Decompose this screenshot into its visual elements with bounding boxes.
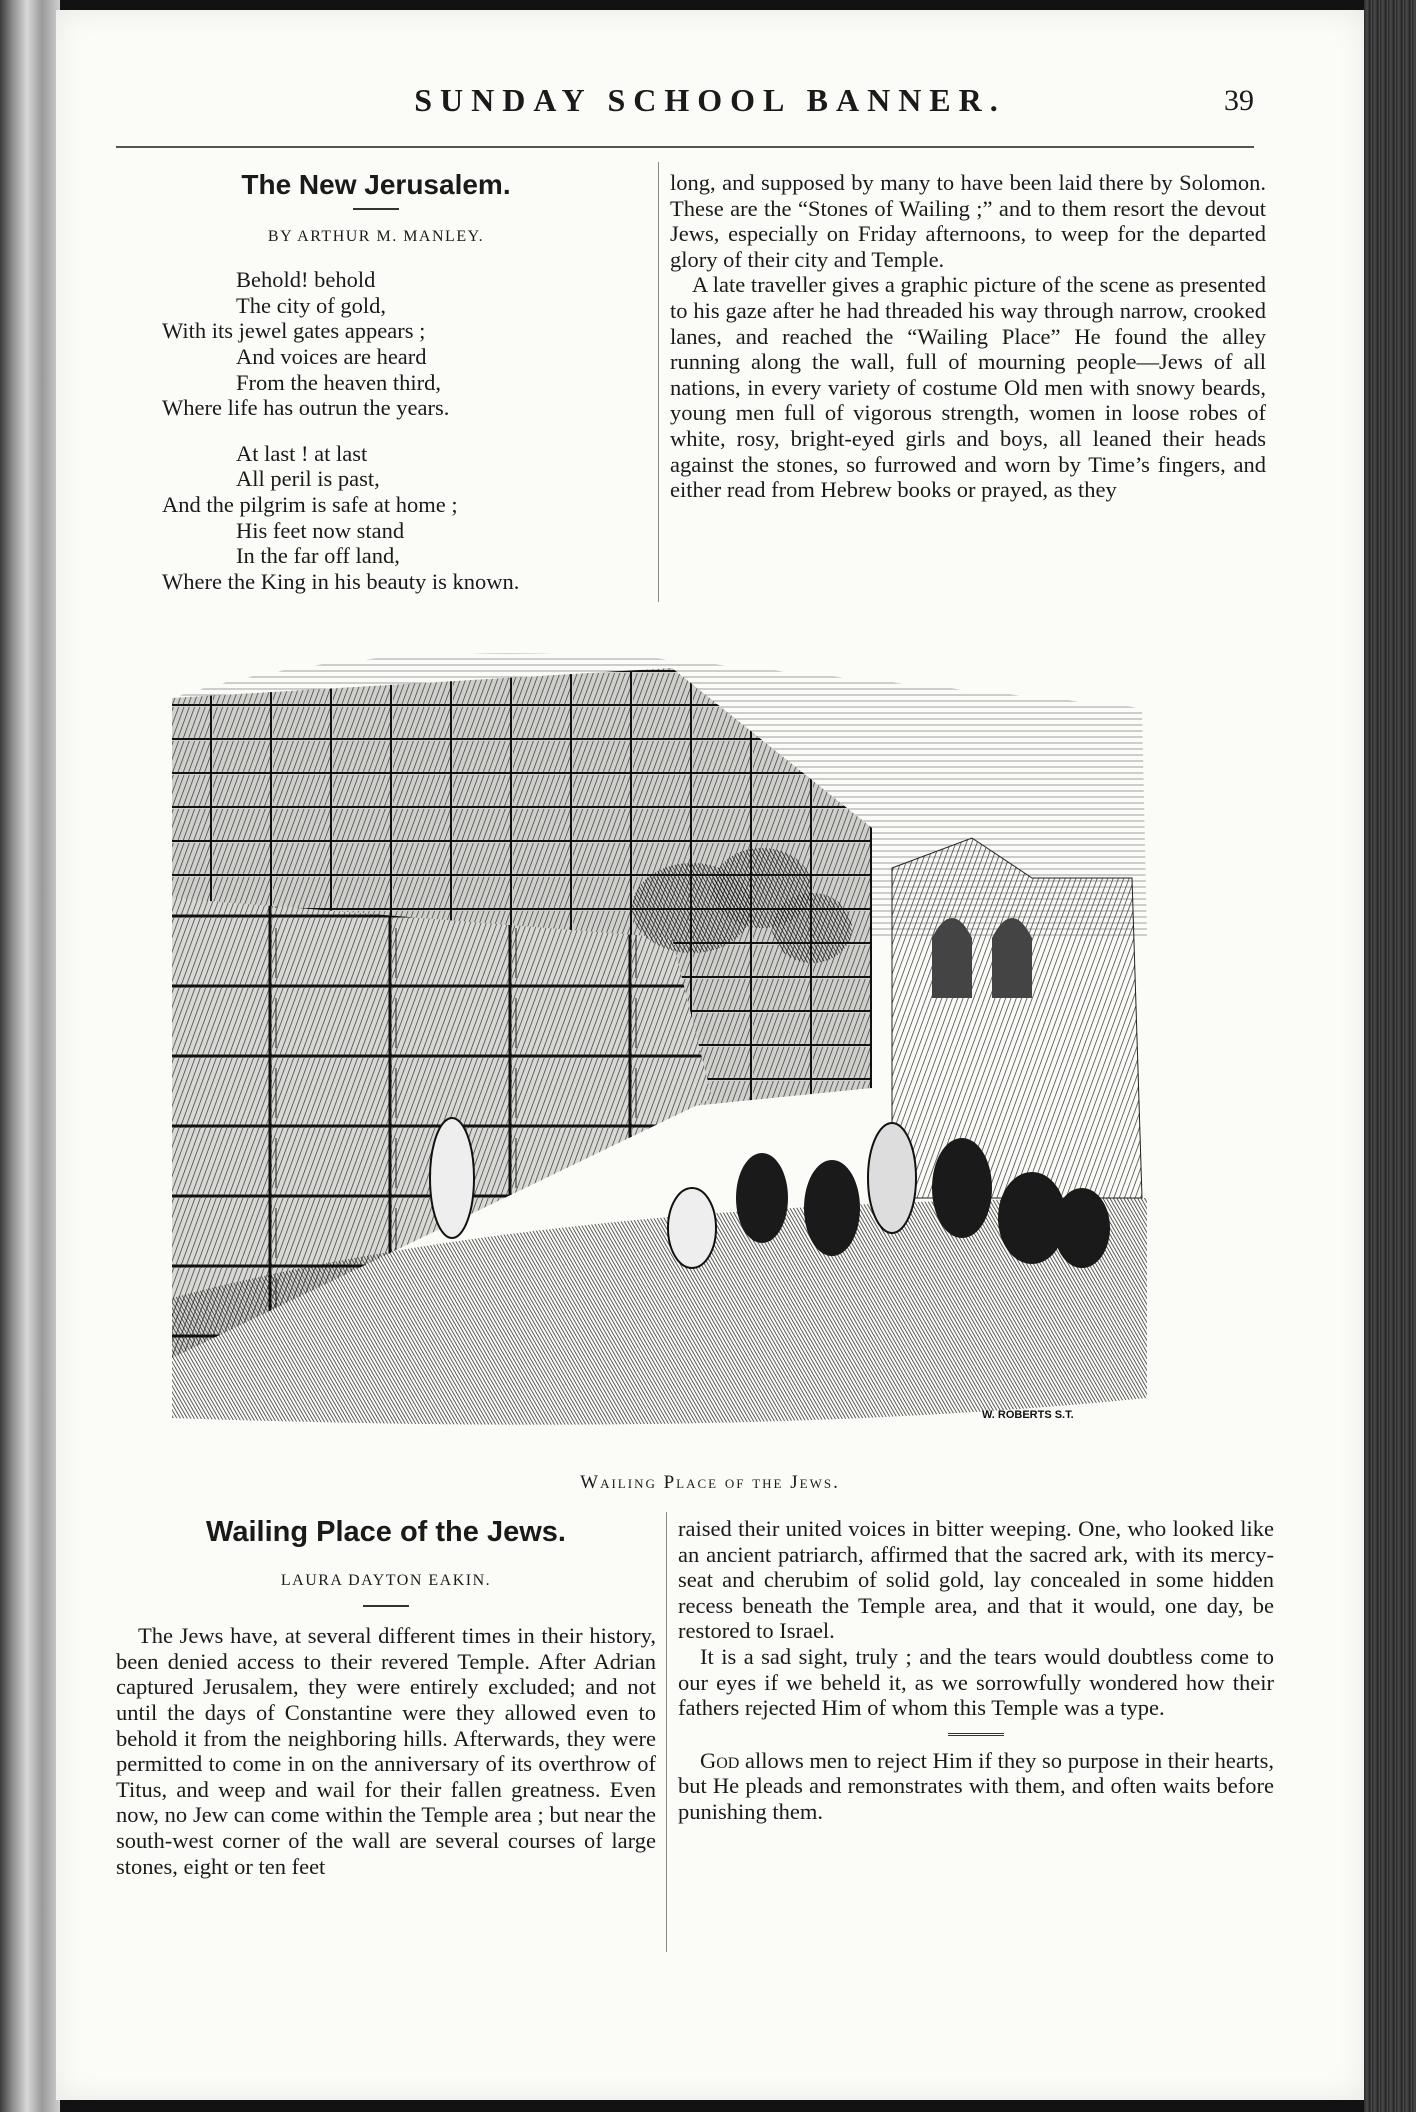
page-number: 39 (1224, 84, 1254, 117)
poem-line: At last ! at last (236, 440, 368, 466)
distant-buildings (892, 838, 1142, 1198)
article-right-column (678, 1516, 1274, 1825)
paragraph: The Jews have, at several different times in their history, been denied access to their revered Temple. After Adrian captured Jerusalem, they were entirely excluded; and not until the days of Constantine were they allowed even to behold it from the neighboring hills. Afterwards, they were permitted to come in on the anniversary of its overthrow of Titus, and weep and wail for their fallen greatness. Even now, no Jew can come within the Temple area ; but near the south-west corner of the wall are several courses of large stones, eight or ten feet (116, 1623, 656, 1879)
engraver-signature: W. ROBERTS S.T. (982, 1409, 1074, 1421)
poem-line: His feet now stand (236, 517, 405, 543)
paragraph: A late traveller gives a graphic picture of the scene as presented to his gaze after he had threaded his way through narrow, crooked lanes, and reached the “Wailing Place” He found the alley running along the wall, full of mourning people—Jews of all nations, in every variety of costume Old men with snowy beards, young men full of vigorous strength, women in loose robes of white, rosy, bright-eyed girls and boys, all leaned their heads against the stones, so furrowed and worn by Time’s fingers, and either read from Hebrew books or prayed, as they (670, 272, 1266, 503)
article-title: Wailing Place of the Jews. (206, 1516, 566, 1548)
book-left-edge (0, 0, 60, 2112)
poem-line: From the heaven third, (236, 369, 441, 395)
header-rule (116, 146, 1254, 148)
book-spine-edge (1364, 0, 1416, 2112)
poem-line: And voices are heard (236, 343, 427, 369)
poem-column (116, 169, 636, 614)
column-divider (658, 162, 659, 602)
poem-line: In the far off land, (236, 543, 400, 569)
poem-line: The city of gold, (236, 292, 386, 318)
top-right-column (670, 170, 1266, 503)
page (56, 10, 1364, 2100)
title-rule (353, 208, 399, 210)
title-rule (363, 1605, 409, 1607)
poem-line: With its jewel gates appears ; (162, 318, 426, 344)
poem-stanza (162, 441, 636, 595)
closing-first-word: God (700, 1747, 740, 1773)
running-head: SUNDAY SCHOOL BANNER. (414, 82, 1006, 118)
wailing-wall-engraving (152, 638, 1164, 1448)
poem-line: And the pilgrim is safe at home ; (162, 491, 458, 517)
section-ornament (948, 1733, 1004, 1736)
poem-byline: BY ARTHUR M. MANLEY. (267, 227, 485, 245)
poem-line: Where life has outrun the years. (162, 395, 450, 421)
poem-body (116, 267, 636, 594)
paragraph: long, and supposed by many to have been laid there by Solomon. These are the “Stones of Wailing ;” and to them resort the devout Jews, especially on Friday afternoons, to weep for the departed glory of their city and Temple. (670, 170, 1266, 272)
article-byline: LAURA DAYTON EAKIN. (280, 1571, 492, 1589)
poem-line: Where the King in his beauty is known. (162, 568, 520, 594)
paragraph: It is a sad sight, truly ; and the tears would doubtless come to our eyes if we beheld it, as we sorrowfully wondered how their fathers rejected Him of whom this Temple was a type. (678, 1643, 1274, 1721)
article-left-column (116, 1516, 656, 1879)
paragraph: raised their united voices in bitter weeping. One, who looked like an ancient patriarch, affirmed that the sacred ark, with its mercy-seat and cherubim of solid gold, lay concealed in some hidden recess beneath the Temple area, and that it would, one day, be restored to Israel. (678, 1516, 1274, 1644)
poem-line: All peril is past, (236, 466, 380, 492)
column-divider (666, 1512, 667, 1952)
poem-title: The New Jerusalem. (241, 169, 511, 200)
poem-stanza (162, 267, 636, 421)
illustration-caption: Wailing Place of the Jews. (580, 1472, 840, 1493)
closing-paragraph (678, 1748, 1274, 1825)
closing-text: allows men to reject Him if they so purpose in their hearts, but He pleads and remonstrates with them, and often waits before punishing them. (678, 1747, 1274, 1824)
poem-line: Behold! behold (236, 267, 376, 293)
